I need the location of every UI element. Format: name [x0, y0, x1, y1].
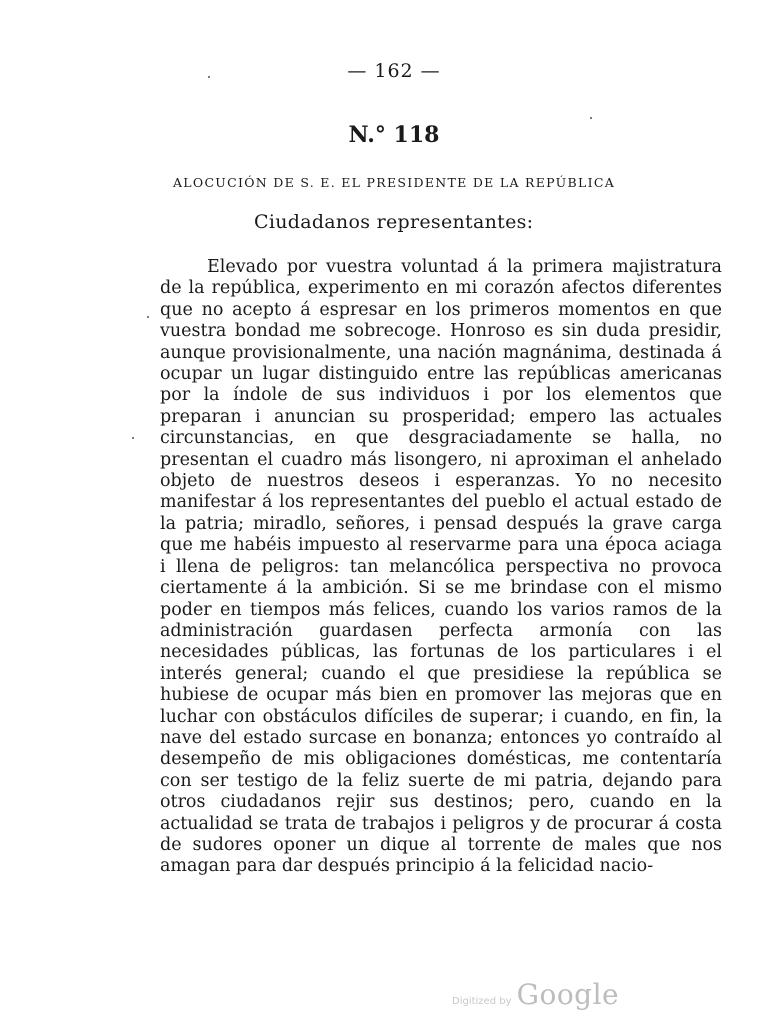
body-paragraph: Elevado por vuestra voluntad á la primera majistratura de la república, experimento en mi corazón afectos diferentes que no acepto á espresar en los primeros momentos en que vuestra bondad me sobrecoge. Honroso es sin duda presidir, aunque provisionalmente, una nación magnánima, destinada á ocupar un lugar distinguido entre las repúblicas americanas por la índole de sus individuos i por los elementos que preparan i anuncian su prosperidad; empero las actuales circunstancias, en que desgraciadamente se halla, no presentan el cuadro más lisongero, ni aproximan el anhelado objeto de nuestros deseos i esperanzas. Yo no necesito manifestar á los representantes del pueblo el actual estado de la patria; miradlo, señores, i pensad después la grave carga que me habéis impuesto al reservarme para una época aciaga i llena de peligros: tan melancólica perspectiva no provoca ciertamente á la ambición. Si se me brindase con el mismo poder en tiempos más felices, cuando los varios ramos de la administración guardasen perfecta armonía con las necesidades públicas, las fortunas de los particulares i el interés general; cuando el que presidiese la república se hubiese de ocupar más bien en promover las mejoras que en luchar con obstáculos difíciles de superar; i cuando, en fin, la nave del estado surcase en bonanza; entonces yo contraído al desempeño de mis obligaciones domésticas, me contentaría con ser testigo de la feliz suerte de mi patria, dejando para otros ciudadanos rejir sus destinos; pero, cuando en la actualidad se trata de trabajos i peligros y de procurar á costa de sudores oponer un dique al torrente de males que nos amagan para dar después principio á la felicidad nacio-	[160, 257, 722, 877]
document-heading: ALOCUCIÓN DE S. E. EL PRESIDENTE DE LA REPÚBLICA	[172, 175, 616, 190]
page-number: — 162 —	[347, 60, 441, 82]
print-speck	[132, 437, 134, 439]
salutation: Ciudadanos representantes:	[254, 211, 534, 233]
print-speck	[147, 316, 149, 318]
watermark-prefix: Digitized by	[452, 996, 512, 1007]
print-speck	[208, 76, 210, 78]
watermark-brand: Google	[516, 978, 620, 1011]
print-speck	[590, 117, 592, 119]
digitization-watermark	[452, 978, 619, 1011]
document-number: N.° 118	[348, 122, 440, 148]
